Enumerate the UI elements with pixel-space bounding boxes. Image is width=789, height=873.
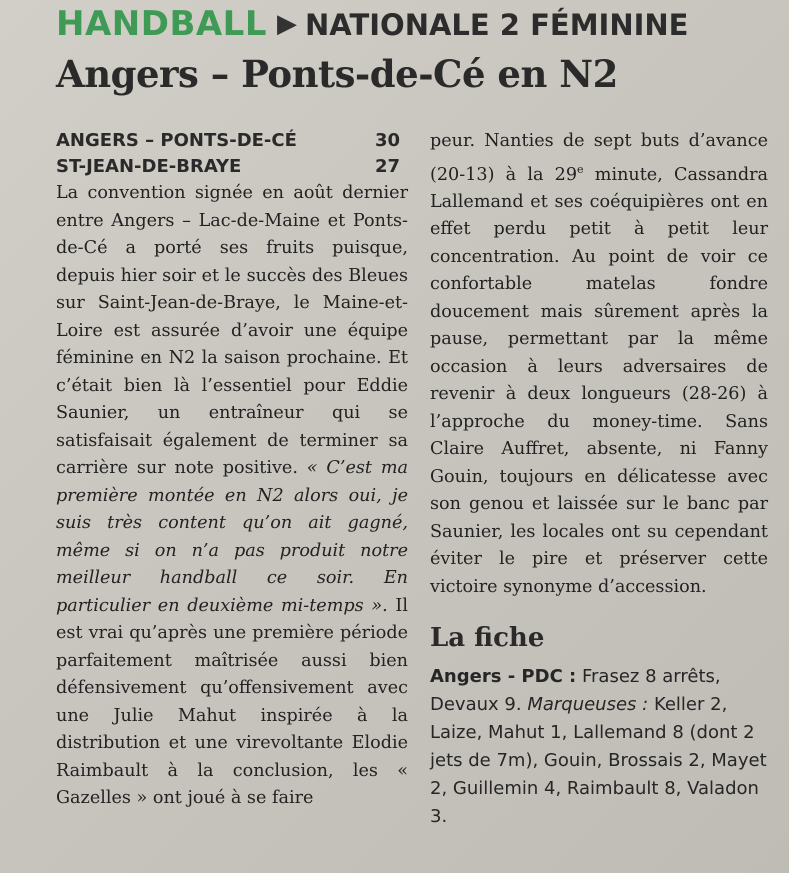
fiche-goalkeepers: Frasez 8 arrêts, Devaux 9. — [430, 666, 721, 716]
fiche-scorers-label: Marqueuses : — [527, 694, 649, 716]
article-column-right — [430, 128, 768, 831]
article-intro: La convention signée en août dernier entre Angers – Lac-de-Maine et Ponts-de-Cé a porté ses fruits puisque, depuis hier soir et le succès des Bleues sur Saint-Jean-de-Braye, le Maine-et-Loire est assurée d’avoir une équipe féminine en N2 la saison prochaine. Et c’était bien là l’essentiel pour Eddie Saunier, un entraîneur qui se satisfaisait également de terminer sa carrière sur note positive. — [56, 183, 408, 478]
play-arrow-icon: ▶ — [277, 9, 298, 39]
article-text-continued: peur. Nanties de sept buts d’avance (20-13) à la 29e minute, Cassandra Lallemand et ses coéquipières ont en effet perdu petit à petit leur concentration. Au point de voir ce confortable matelas fondre doucement mais sûrement après la pause, permettant par la même occasion à leurs adversaires de revenir à deux longueurs (28-26) à l’approche du money-time. Sans Claire Auffret, absente, ni Fanny Gouin, toujours en délicatesse avec son genou et laissée sur le banc par Saunier, les locales ont su cependant éviter le pire et préserver cette victoire synonyme d’accession. — [430, 131, 768, 597]
coach-quote: « C’est ma première montée en N2 alors oui, je suis très content qu’on ait gagné, même si on n’a pas produit notre meilleur handball ce soir. En particulier en deuxième mi-temps ». — [56, 458, 408, 616]
home-team: ANGERS – PONTS-DE-CÉ — [56, 130, 297, 151]
fiche-team: Angers - PDC : — [430, 666, 577, 688]
article-column-left — [56, 128, 408, 813]
headline: Angers – Ponts-de-Cé en N2 — [56, 52, 618, 96]
away-team: ST-JEAN-DE-BRAYE — [56, 156, 242, 177]
league-label: NATIONALE 2 FÉMININE — [305, 8, 689, 42]
article-text-start — [56, 180, 408, 813]
section-rubric — [56, 4, 689, 44]
score-row-away — [56, 154, 408, 180]
away-score: 27 — [374, 156, 400, 177]
article-body-start: Il est vrai qu’après une première période parfaitement maîtrisée aussi bien défensivement qu’offensivement avec une Julie Mahut inspirée à la distribution et une virevoltante Elodie Raimbault à la conclusion, les « Gazelles » ont joué à se faire — [56, 595, 408, 808]
score-row-home — [56, 128, 408, 154]
match-sheet — [430, 663, 768, 831]
fiche-scorers: Keller 2, Laize, Mahut 1, Lallemand 8 (dont 2 jets de 7m), Gouin, Brossais 2, Mayet 2, Guillemin 4, Raimbault 8, Valadon 3. — [430, 694, 767, 828]
home-score: 30 — [374, 130, 400, 151]
fiche-title: La fiche — [430, 623, 545, 654]
sport-label: HANDBALL — [56, 4, 268, 44]
